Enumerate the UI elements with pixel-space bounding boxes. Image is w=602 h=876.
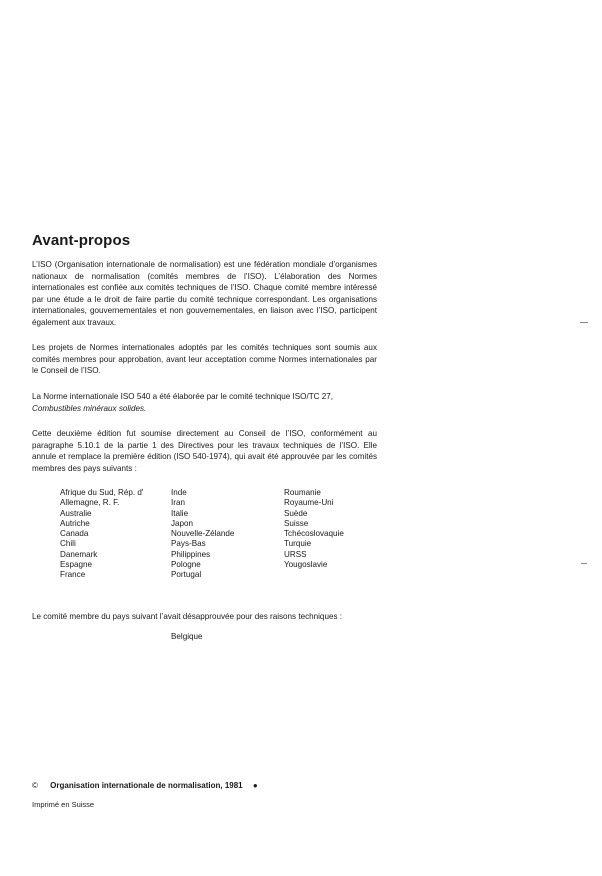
disapproving-country: Belgique xyxy=(171,632,203,641)
standard-text: La Norme internationale ISO 540 a été élaborée par le comité technique ISO/TC 27, xyxy=(32,392,333,401)
list-item: URSS xyxy=(284,549,307,559)
list-item: Japon xyxy=(171,518,194,528)
list-item: Chili xyxy=(60,539,76,549)
countries-column-3 xyxy=(284,488,344,570)
standard-committee-title: Combustibles minéraux solides. xyxy=(32,403,147,413)
list-item: Royaume-Uni xyxy=(284,498,334,508)
list-item: Nouvelle-Zélande xyxy=(171,529,235,539)
copyright-icon: © xyxy=(32,781,38,790)
adoption-paragraph: Les projets de Normes internationales adoptés par les comités techniques sont soumis aux comités membres pour approbation, avant leur acceptation comme Normes internationales par le Conseil de l’ISO. xyxy=(32,343,377,376)
countries-column-2 xyxy=(171,488,234,581)
printed-in-note: Imprimé en Suisse xyxy=(32,800,95,809)
list-item: France xyxy=(60,570,86,580)
list-item: Suisse xyxy=(284,518,309,528)
list-item: Pays-Bas xyxy=(171,539,206,549)
list-item: Pologne xyxy=(171,560,201,570)
edition-paragraph: Cette deuxième édition fut soumise directement au Conseil de l’ISO, conformément au paragraphe 5.10.1 de la partie 1 des Directives pour les travaux techniques de l’ISO. Elle annule et remplace la première édition (ISO 540-1974), qui avait été approuvée par les comités membres des pays suivants : xyxy=(32,429,377,473)
list-item: Iran xyxy=(171,498,185,508)
copyright-text: Organisation internationale de normalisation, 1981 xyxy=(50,781,243,790)
list-item: Philippines xyxy=(171,549,211,559)
page-title: Avant-propos xyxy=(32,232,131,249)
margin-mark xyxy=(581,563,587,564)
list-item: Suède xyxy=(284,508,308,518)
list-item: Autriche xyxy=(60,518,90,528)
intro-paragraph: L’ISO (Organisation internationale de normalisation) est une fédération mondiale d’organismes nationaux de normalisation (comités membres de l’ISO). L’élaboration des Normes internationales est confiée aux comités techniques de l’ISO. Chaque comité membre intéressé par une étude a le droit de faire partie du comité technique correspondant. Les organisations internationales, gouvernementales et non gouvernementales, en liaison avec l’ISO, participent également aux travaux. xyxy=(32,260,377,327)
disapproval-paragraph: Le comité membre du pays suivant l’avait désapprouvée pour des raisons techniques : xyxy=(32,612,342,622)
list-item: Portugal xyxy=(171,570,202,580)
margin-mark xyxy=(580,322,588,323)
list-item: Danemark xyxy=(60,549,98,559)
standard-paragraph xyxy=(32,391,377,414)
list-item: Tchécoslovaquie xyxy=(284,529,344,539)
countries-column-1 xyxy=(60,488,143,581)
list-item: Yougoslavie xyxy=(284,560,328,570)
list-item: Allemagne, R. F. xyxy=(60,498,120,508)
list-item: Italie xyxy=(171,508,189,518)
list-item: Afrique du Sud, Rép. d' xyxy=(60,488,144,497)
list-item: Espagne xyxy=(60,560,92,570)
list-item: Canada xyxy=(60,529,89,539)
list-item: Inde xyxy=(171,488,187,497)
list-item: Roumanie xyxy=(284,488,321,497)
list-item: Australie xyxy=(60,508,92,518)
list-item: Turquie xyxy=(284,539,312,549)
copyright-line xyxy=(32,781,258,790)
bullet-icon: ● xyxy=(252,781,258,790)
